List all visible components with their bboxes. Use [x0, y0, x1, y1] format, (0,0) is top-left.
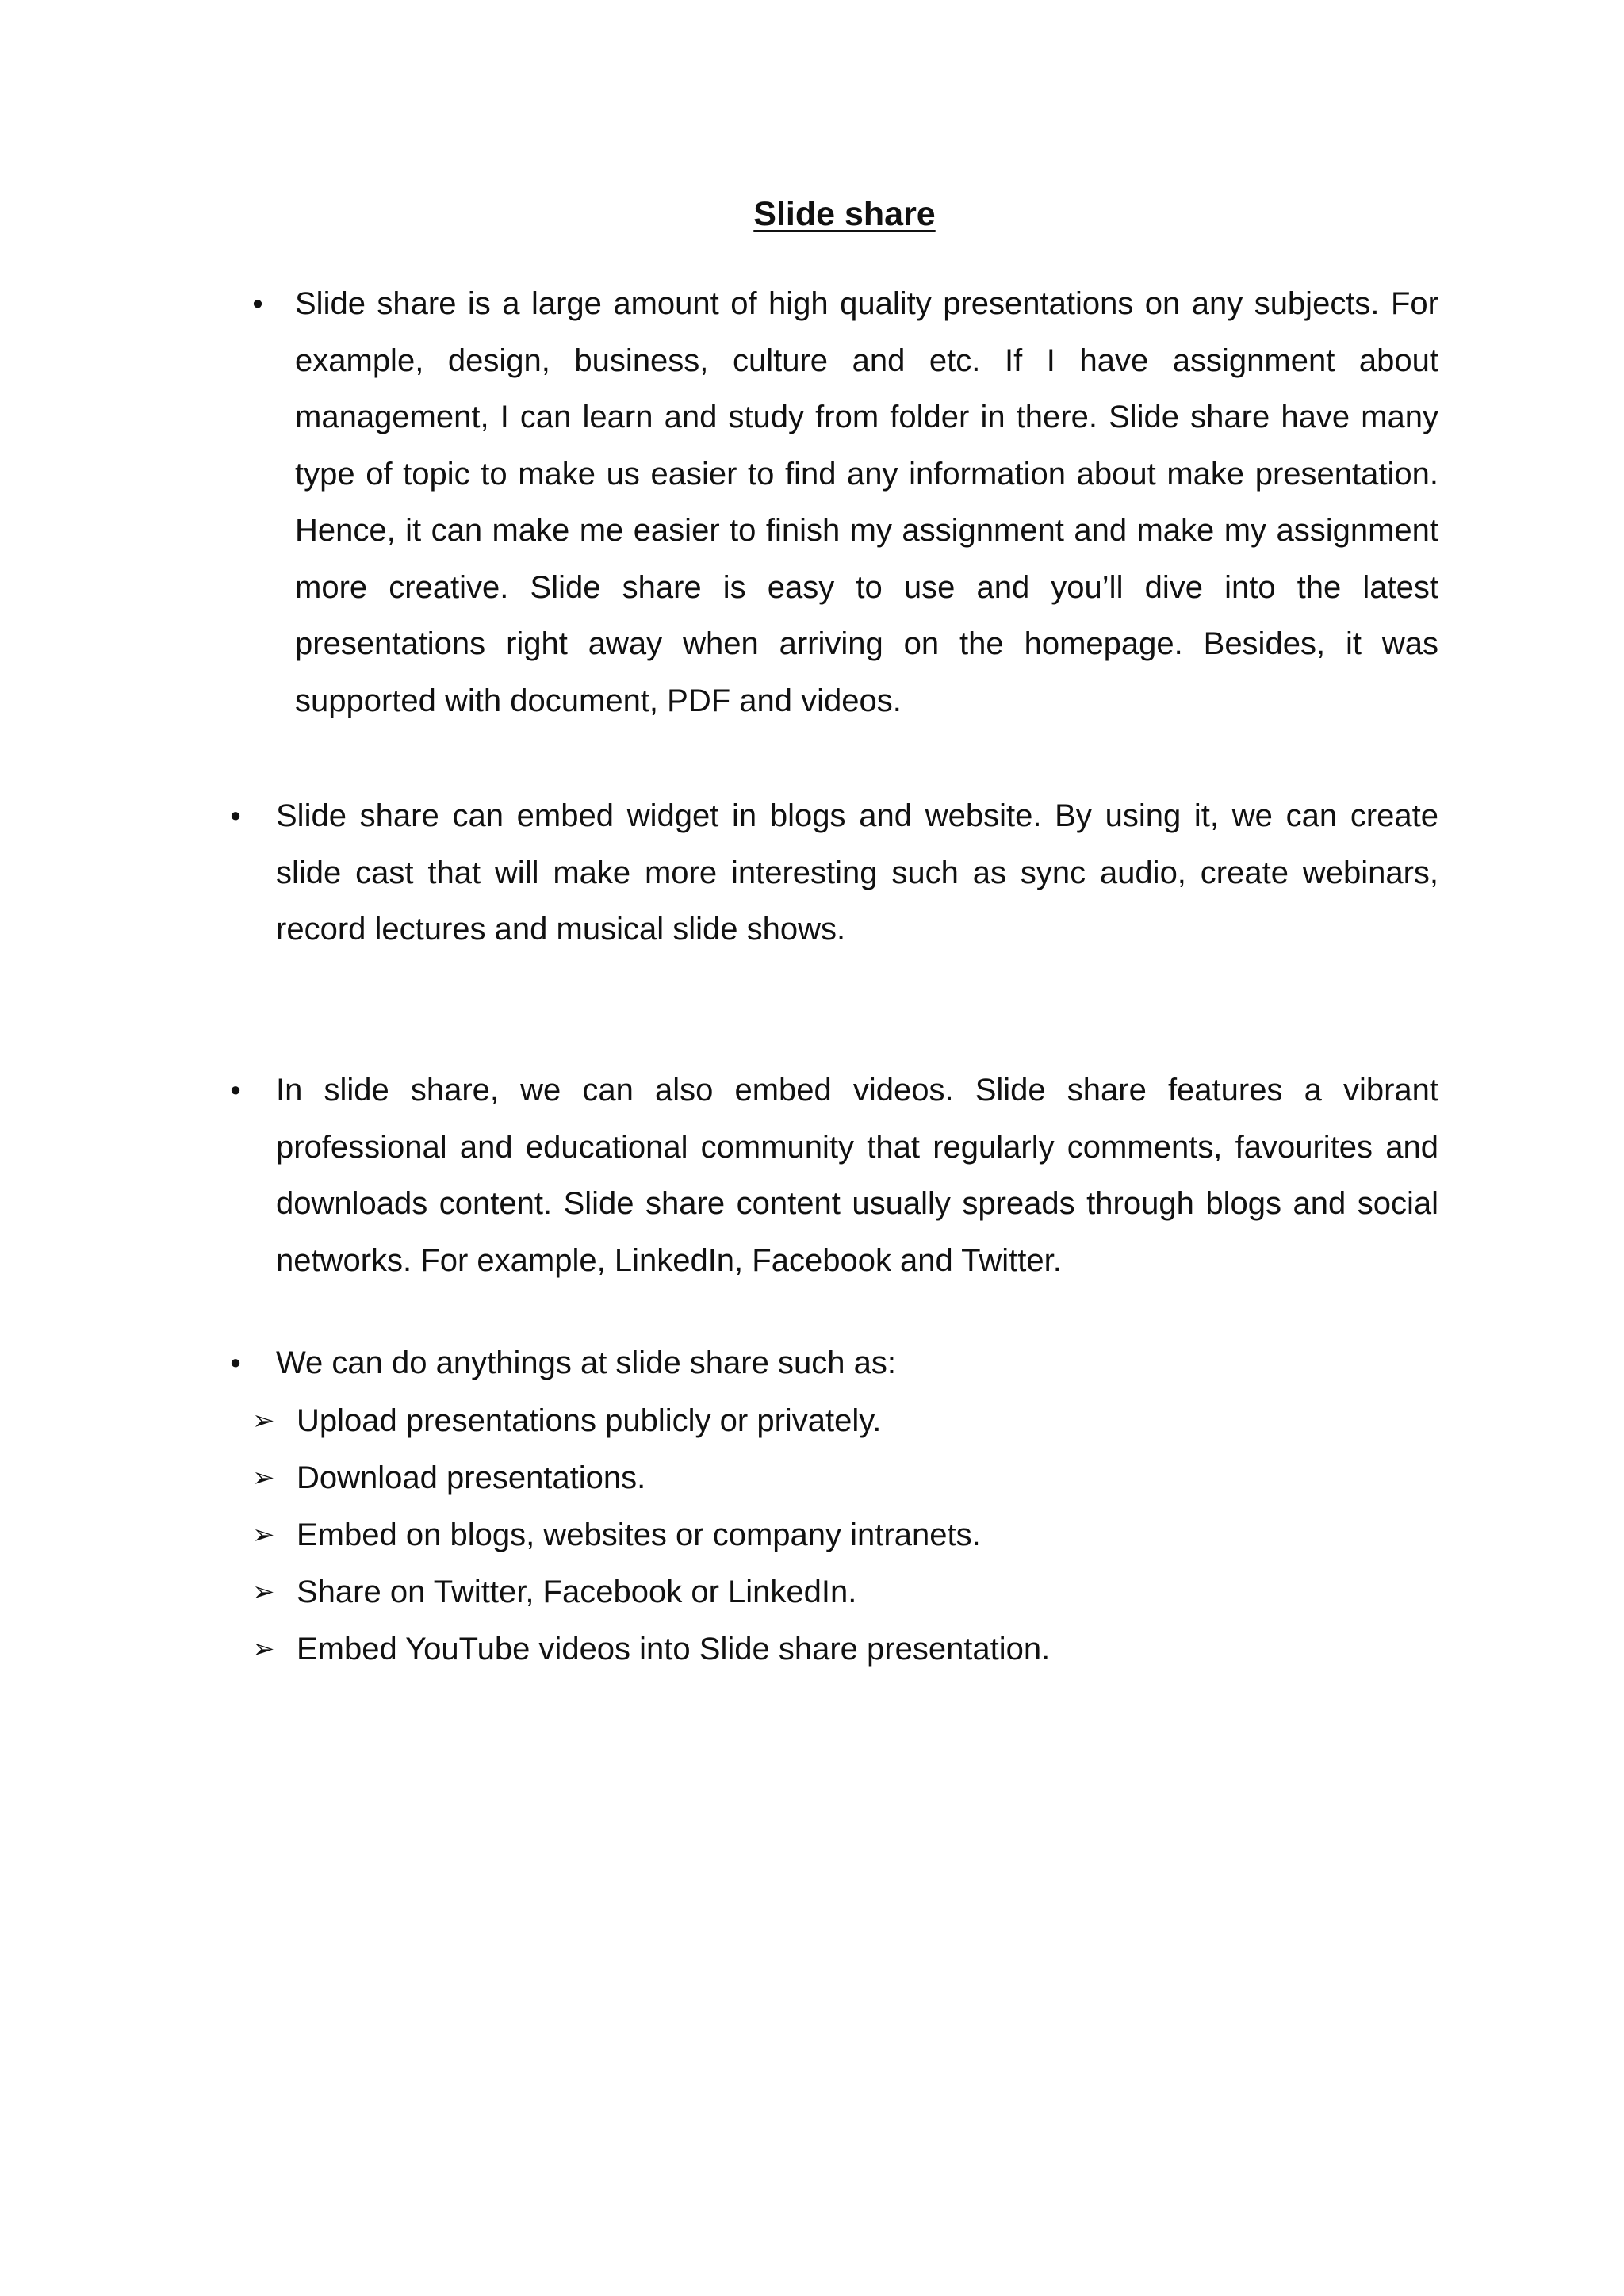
bullet-icon: •: [252, 288, 263, 321]
page-title: Slide share: [753, 195, 936, 233]
arrow-bullet-icon: ➢: [252, 1463, 275, 1493]
bullet-icon: •: [230, 1347, 241, 1380]
bullet-icon: •: [230, 1074, 241, 1108]
arrow-bullet-icon: ➢: [252, 1406, 275, 1436]
paragraph-3: In slide share, we can also embed videos. Slide share features a vibrant professional and educational community that regularly comments, favourites and downloads content. Slide share content usually spreads through blogs and social networks. For example, LinkedIn, Facebook and Twitter.: [276, 1073, 1438, 1278]
paragraph-4: We can do anythings at slide share such as:: [276, 1345, 896, 1380]
list-item: Embed YouTube videos into Slide share presentation.: [297, 1632, 1051, 1667]
list-item: Upload presentations publicly or privately.: [297, 1403, 882, 1438]
arrow-bullet-icon: ➢: [252, 1577, 275, 1607]
list-item: Embed on blogs, websites or company intranets.: [297, 1517, 981, 1552]
list-item: Share on Twitter, Facebook or LinkedIn.: [297, 1575, 857, 1609]
arrow-bullet-icon: ➢: [252, 1634, 275, 1664]
paragraph-2: Slide share can embed widget in blogs and website. By using it, we can create slide cast that will make more interesting such as sync audio, create webinars, record lectures and musical slide shows.: [276, 798, 1438, 947]
bullet-icon: •: [230, 800, 241, 833]
arrow-bullet-icon: ➢: [252, 1520, 275, 1550]
paragraph-1: Slide share is a large amount of high quality presentations on any subjects. For example, design, business, culture and etc. If I have assignment about management, I can learn and study from folder in there. Slide share have many type of topic to make us easier to find any information about make presentation. Hence, it can make me easier to finish my assignment and make my assignment more creative. Slide share is easy to use and you’ll dive into the latest presentations right away when arriving on the homepage. Besides, it was supported with document, PDF and videos.: [295, 286, 1438, 718]
list-item: Download presentations.: [297, 1460, 646, 1495]
